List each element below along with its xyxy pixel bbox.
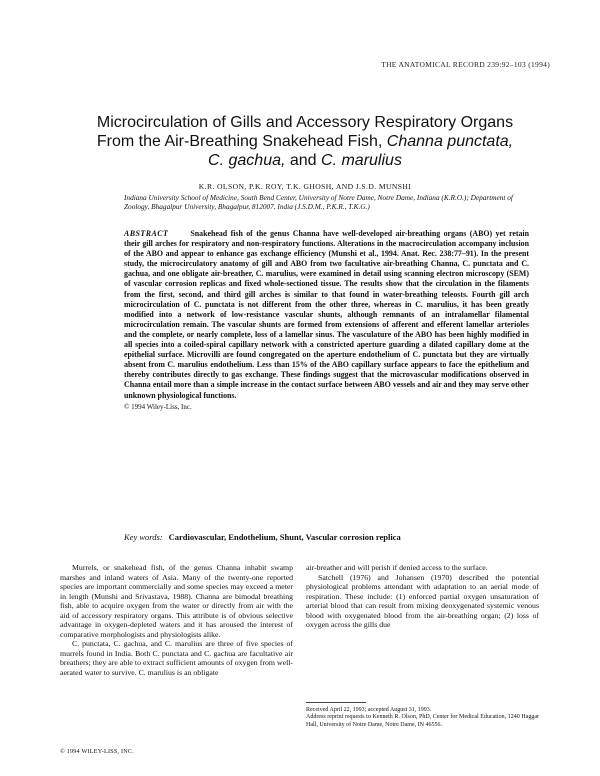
footnote-address: Address reprint requests to Kenneth R. Olson, PhD, Center for Medical Education, 1240 Haggar Hall, University of Notre Dame, Notre Dame, IN 46556.: [306, 714, 539, 728]
keywords: [124, 532, 529, 543]
keywords-label: Key words:: [124, 532, 163, 542]
running-head: THE ANATOMICAL RECORD 239:92–103 (1994): [381, 60, 550, 69]
body-paragraph: C. punctata, C. gachua, and C. marulius are three of five species of murrels found in India. Both C. punctata and C. gachua are facultative air breathers; they are able to extract sufficient amounts of oxygen from well-aerated water to survive. C. marulius is an obligate: [60, 639, 293, 678]
keywords-text: Cardiovascular, Endothelium, Shunt, Vascular corrosion replica: [168, 532, 401, 542]
abstract-text: Snakehead fish of the genus Channa have well-developed air-breathing organs (ABO) yet retain their gill arches for respiratory and non-respiratory functions. Alterations in the macrocirculation accompany inclusion of the ABO and appear to enhance gas exchange efficiency (Munshi et al., 1994. Anat. Rec. 238:77–91). In the present study, the microcirculatory anatomy of gill and ABO from two facultative air-breathing Channa, C. punctata and C. gachua, and one obligate air-breather, C. marulius, were examined in detail using scanning electron microscopy (SEM) of vascular corrosion replicas and fixed whole-sectioned tissue. The results show that the circulation in the filaments from the first, second, and third gill arches is similar to that found in water-breathing teleosts. Fourth gill arch microcirculation of C. punctata is not different from the other three, whereas in C. marulius, it has been greatly modified into a network of low-resistance vascular shunts, although remnants of an intralamellar filamental microcirculation remain. The vascular shunts are formed from extensions of afferent and efferent lamellar arterioles and the complete, or nearly complete, loss of a lamellar sinus. The vasculature of the ABO has been highly modified in all species into a coiled-spiral capillary network with a constricted aperture guarding a dilated capillary dome at the epithelial surface. Microvilli are found congregated on the aperture endothelium of C. punctata but they are virtually absent from C. marulius endothelium. Less than 15% of the ABO capillary surface appears to face the epithelium and thereby contributes directly to gas exchange. These findings suggest that the microvascular modifications observed in Channa entail more than a simple increase in the contact surface between ABO vessels and air and they may serve other unknown physiological functions.: [124, 229, 529, 400]
title-line-2-text: From the Air-Breathing Snakehead Fish,: [96, 133, 387, 150]
title-species-2: C. gachua,: [208, 152, 286, 169]
body-paragraph: Murrels, or snakehead fish, of the genus Channa inhabit swamp marshes and inland waters of Asia. Many of the twenty-one reported species are important commercially and some species may exceed a meter in length (Munshi and Srivastava, 1988). Channa are bimodal breathing fish, able to acquire oxygen from the water or directly from air with the aid of accessory respiratory organs. This attribute is of obvious selective advantage in oxygen-depleted waters and it has aroused the interest of comparative morphologists and physiologists alike.: [60, 563, 293, 639]
body-paragraph: air-breather and will perish if denied access to the surface.: [306, 563, 488, 572]
title-connector: and: [285, 152, 322, 169]
title-line-3: [60, 151, 550, 170]
abstract-label: ABSTRACT: [124, 229, 169, 238]
affiliation: Indiana University School of Medicine, South Bend Center, University of Notre Dame, Notre Dame, Indiana (K.R.O.); Department of Zoology, Bhagalpur University, Bhagalpur, 812007, India (J.S.D.M., P.K.R., T.K.G.): [124, 193, 513, 211]
author-list: K.R. OLSON, P.K. ROY, T.K. GHOSH, AND J.S.D. MUNSHI: [198, 182, 412, 191]
publisher-line: © 1994 WILEY-LISS, INC.: [60, 748, 134, 755]
footnote-received: Received April 22, 1993; accepted August 31, 1993.: [306, 707, 432, 713]
body-column-right: [306, 563, 539, 630]
footnote-divider: [306, 702, 366, 703]
title-species-1: Channa punctata,: [386, 133, 514, 150]
title-species-3: C. marulius: [321, 152, 402, 169]
footnote: [306, 707, 539, 729]
abstract: [124, 229, 529, 412]
body-paragraph: Satchell (1976) and Johansen (1970) described the potential physiological problems attendant with adaptation to an aerial mode of respiration. These include: (1) enforced partial oxygen unsaturation of arterial blood that can result from mixing deoxygenated systemic venous blood with oxygenated blood from the air-breathing organ; (2) loss of oxygen across the gills due: [306, 572, 539, 630]
body-column-left: [60, 563, 293, 678]
article-title: [60, 113, 550, 170]
abstract-copyright: © 1994 Wiley-Liss, Inc.: [124, 402, 192, 411]
title-line-1: Microcirculation of Gills and Accessory Respiratory Organs: [96, 114, 514, 131]
title-line-2: [60, 132, 550, 151]
